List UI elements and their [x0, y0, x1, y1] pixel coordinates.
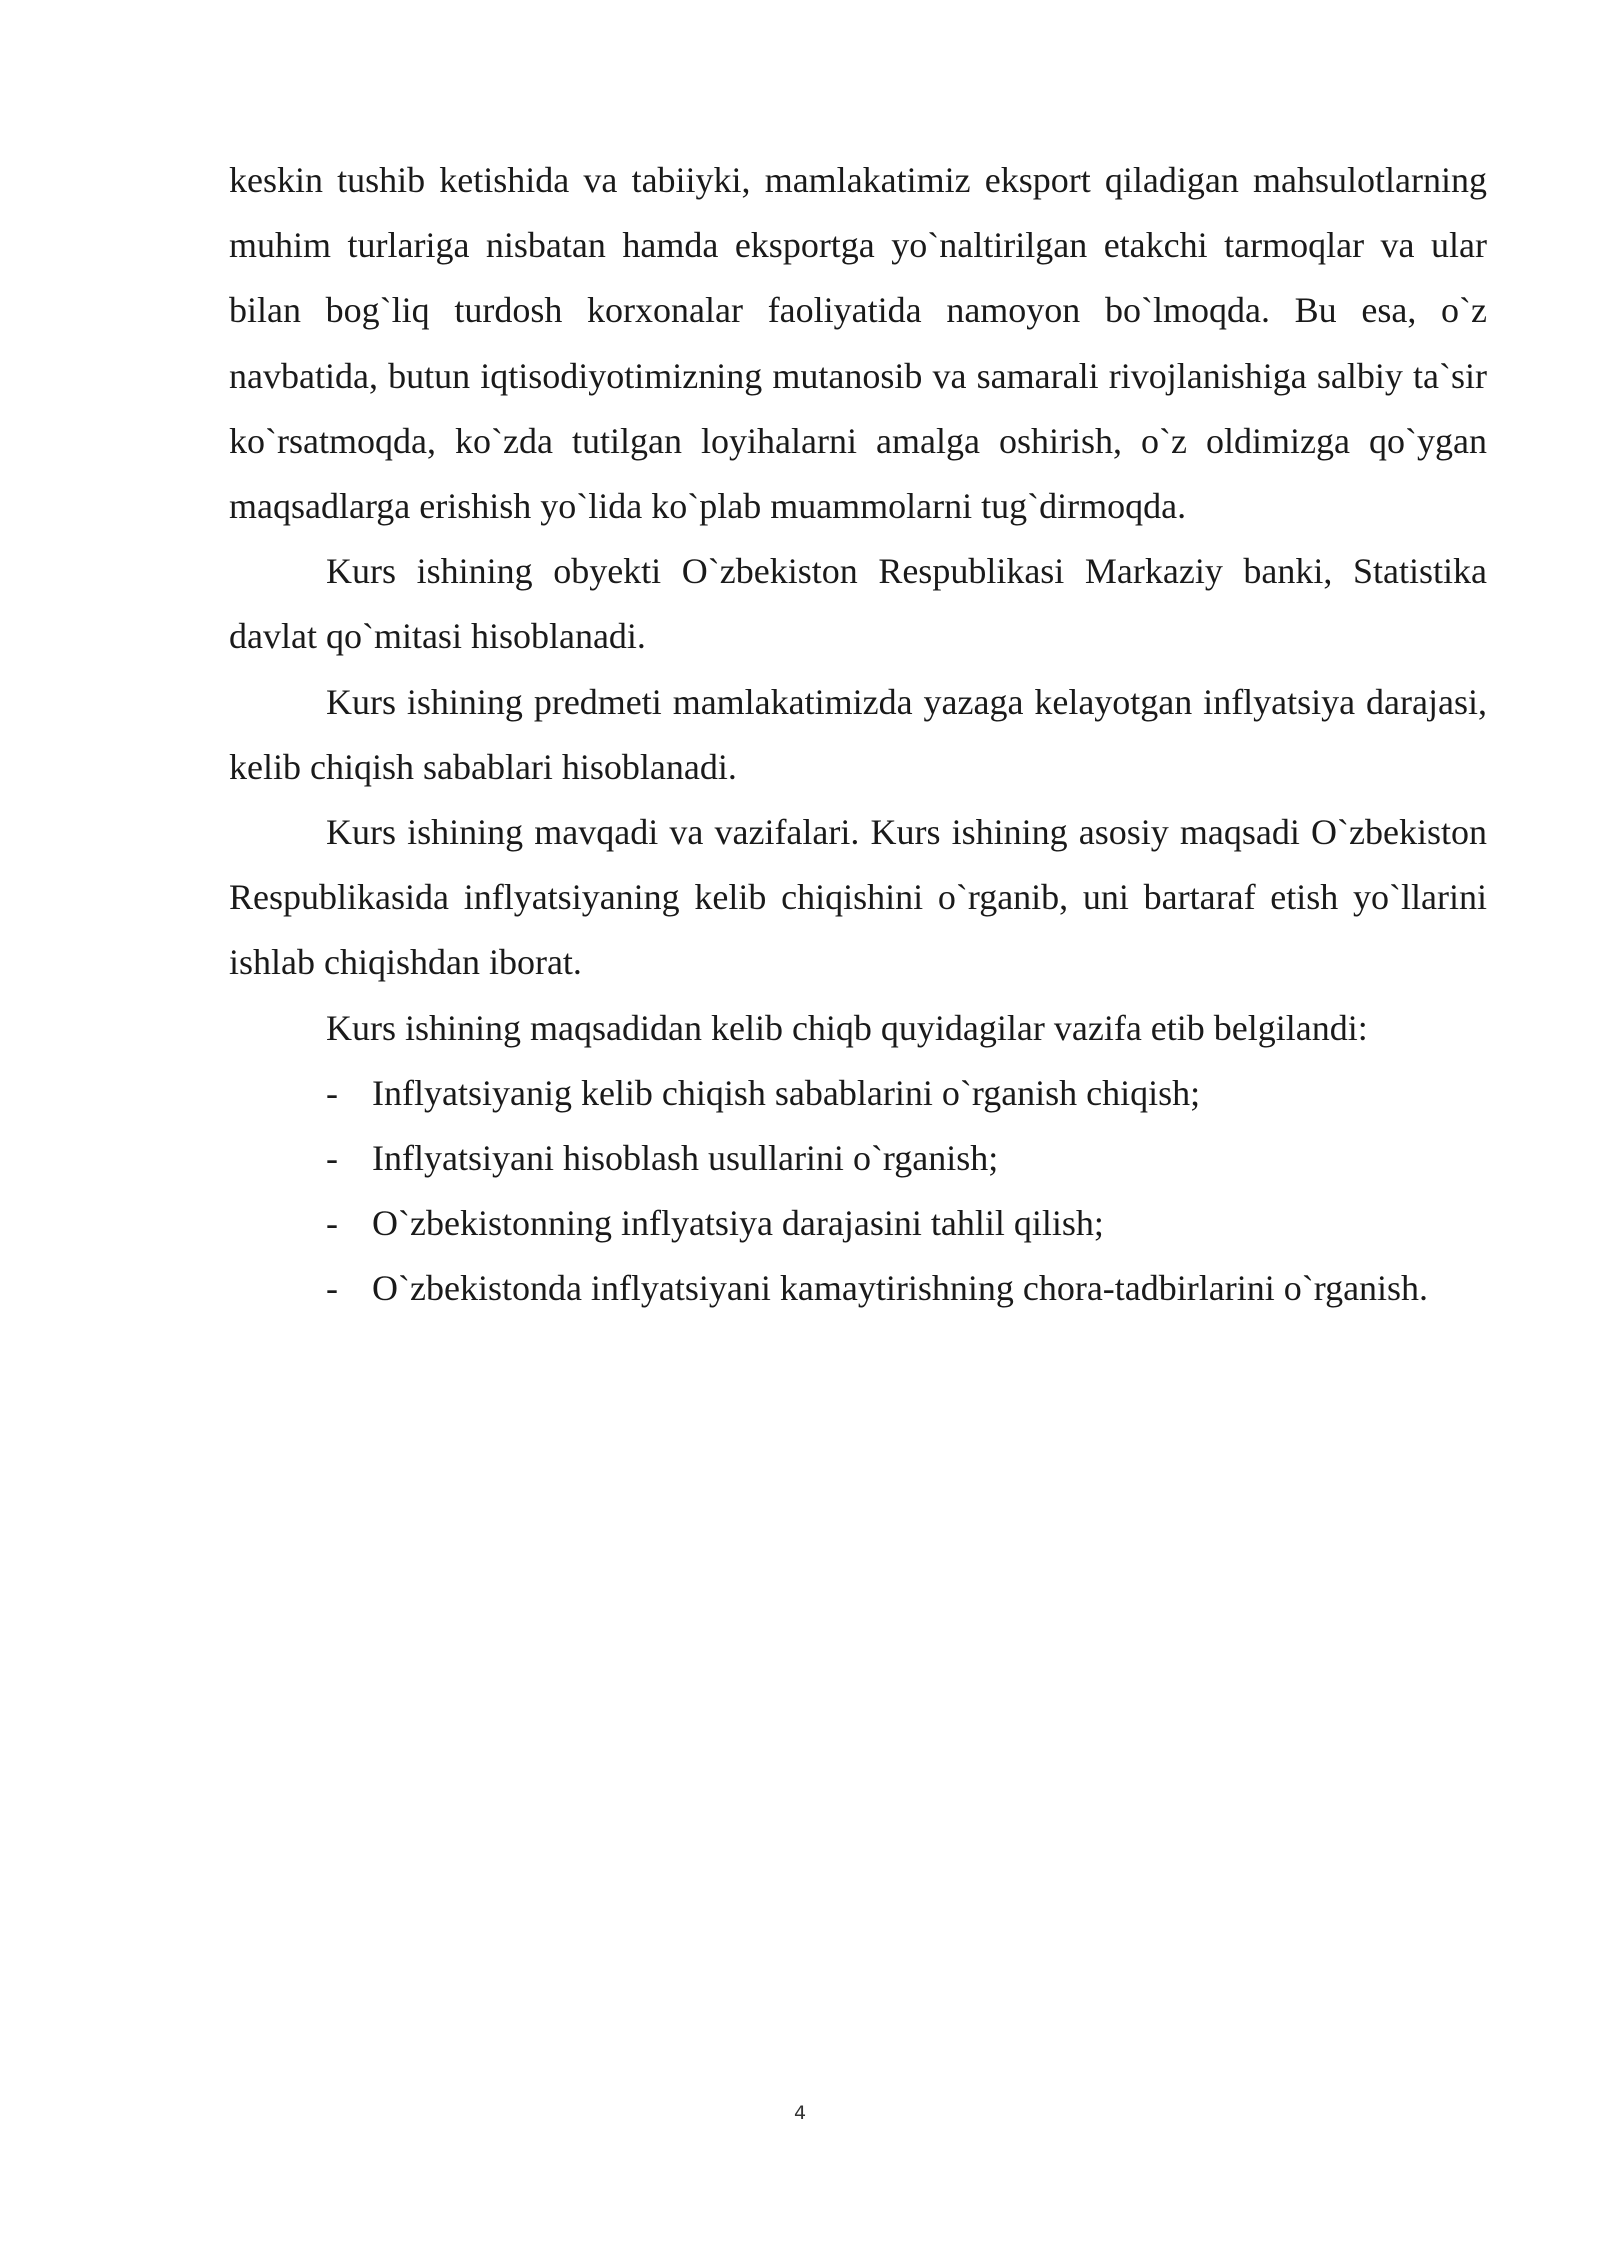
list-item: [229, 1256, 1487, 1321]
paragraph-object: Kurs ishining obyekti O`zbekiston Respublikasi Markaziy banki, Statistika davlat qo`mitasi hisoblanadi.: [229, 551, 1487, 657]
page-number: 4: [793, 2102, 807, 2124]
paragraph-continuation: keskin tushib ketishida va tabiiyki, mamlakatimiz eksport qiladigan mahsulotlarning muhim turlariga nisbatan hamda eksportga yo`naltirilgan etakchi tarmoqlar va ular bilan bog`liq turdosh korxonalar faoliyatida namoyon bo`lmoqda. Bu esa, o`z navbatida, butun iqtisodiyotimizning mutanosib va samarali rivojlanishiga salbiy ta`sir ko`rsatmoqda, ko`zda tutilgan loyihalarni amalga oshirish, o`z oldimizga qo`ygan maqsadlarga erishish yo`lida ko`plab muammolarni tug`dirmoqda.: [229, 160, 1487, 527]
body-text: [229, 148, 1487, 1322]
task-list: [229, 1061, 1487, 1322]
paragraph-goals: Kurs ishining mavqadi va vazifalari. Kurs ishining asosiy maqsadi O`zbekiston Respublikasida inflyatsiyaning kelib chiqishini o`rganib, uni bartaraf etish yo`llarini ishlab chiqishdan iborat.: [229, 812, 1487, 983]
list-item-text: O`zbekistonda inflyatsiyani kamaytirishning chora-tadbirlarini o`rganish.: [372, 1268, 1429, 1309]
bullet-marker: -: [326, 1072, 338, 1113]
list-item-text: Inflyatsiyanig kelib chiqish sabablarini o`rganish chiqish;: [372, 1072, 1201, 1113]
paragraph-subject: Kurs ishining predmeti mamlakatimizda yazaga kelayotgan inflyatsiya darajasi, kelib chiqish sabablari hisoblanadi.: [229, 681, 1487, 787]
bullet-marker: -: [326, 1138, 338, 1179]
bullet-marker: -: [326, 1203, 338, 1244]
list-item-text: Inflyatsiyani hisoblash usullarini o`rganish;: [372, 1138, 999, 1179]
bullet-marker: -: [326, 1268, 338, 1309]
list-item: [229, 1191, 1487, 1256]
paragraph-tasks-intro: Kurs ishining maqsadidan kelib chiqb quyidagilar vazifa etib belgilandi:: [326, 1007, 1368, 1048]
list-item: [229, 1061, 1487, 1126]
list-item: [229, 1126, 1487, 1191]
list-item-text: O`zbekistonning inflyatsiya darajasini tahlil qilish;: [372, 1203, 1104, 1244]
